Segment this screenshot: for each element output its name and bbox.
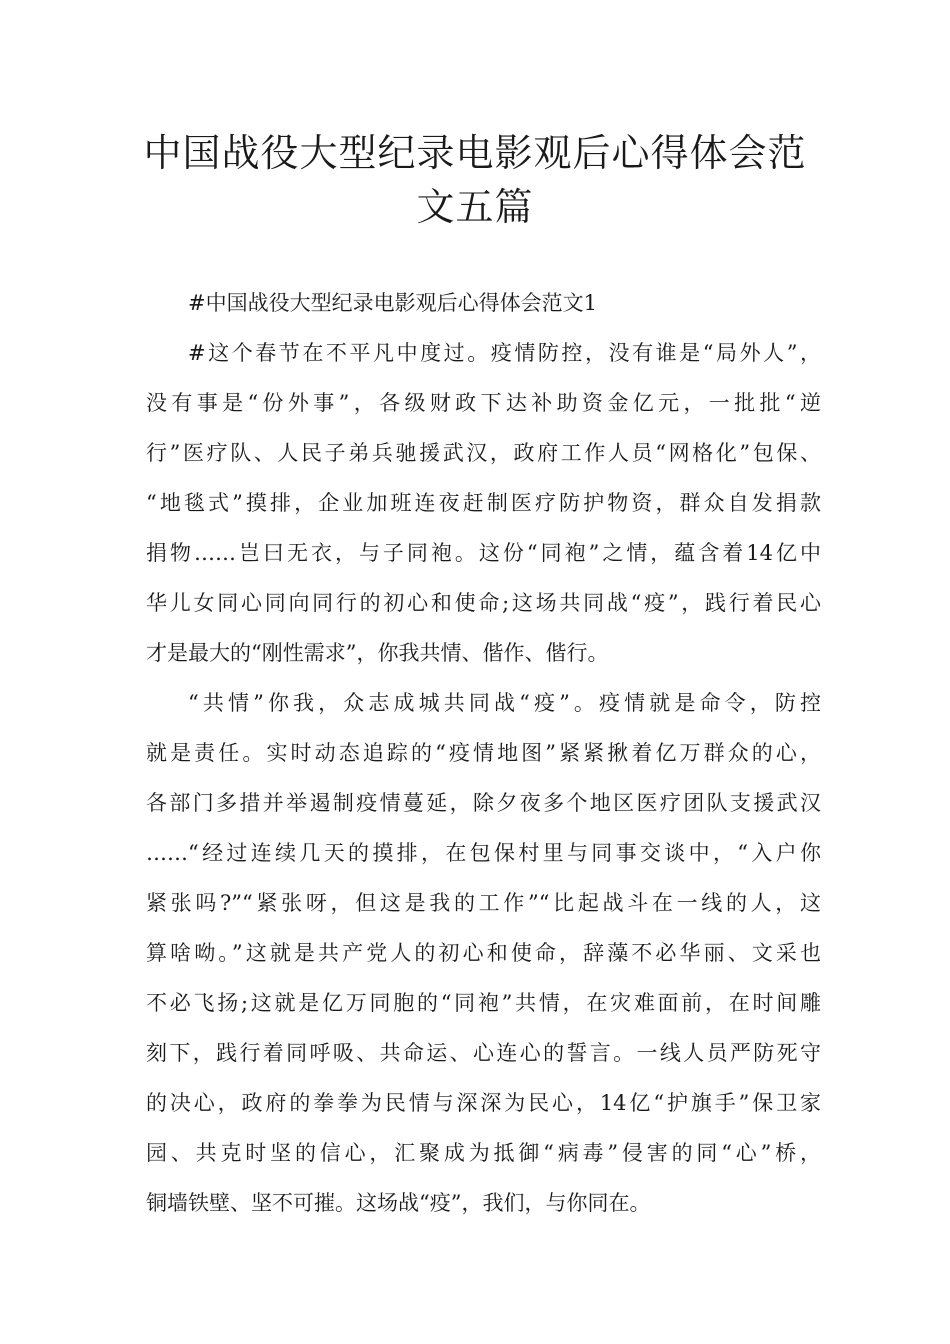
paragraph-line: 捐物……岂曰无衣，与子同袍。这份“同袍”之情，蕴含着14亿中 xyxy=(146,541,821,565)
paragraph-line: 才是最大的“刚性需求”，你我共情、偕作、偕行。 xyxy=(146,641,609,665)
paragraph-line: 华儿女同心同向同行的初心和使命;这场共同战“疫”，践行着民心 xyxy=(146,591,821,615)
paragraph-line: 紧张吗?”“紧张呀，但这是我的工作”“比起战斗在一线的人，这 xyxy=(146,891,821,915)
paragraph-line: 园、共克时坚的信心，汇聚成为抵御“病毒”侵害的同“心”桥， xyxy=(146,1141,821,1165)
title-line-1: 中国战役大型纪录电影观后心得体会范 xyxy=(143,131,807,175)
paragraph-line: 行”医疗队、人民子弟兵驰援武汉，政府工作人员“网格化”包保、 xyxy=(146,441,821,465)
paragraph-line: 各部门多措并举遏制疫情蔓延，除夕夜多个地区医疗团队支援武汉 xyxy=(146,791,821,815)
paragraph-line: “地毯式”摸排，企业加班连夜赶制医疗防护物资，群众自发捐款 xyxy=(146,491,821,515)
paragraph-line: ……“经过连续几天的摸排，在包保村里与同事交谈中，“入户你 xyxy=(146,841,821,865)
paragraph-line: 没有事是“份外事”，各级财政下达补助资金亿元，一批批“逆 xyxy=(146,391,821,415)
title-line-2: 文五篇 xyxy=(416,185,534,229)
paragraph-line: 铜墙铁壁、坚不可摧。这场战“疫”，我们，与你同在。 xyxy=(146,1191,651,1215)
paragraph-line: “共情”你我，众志成城共同战“疫”。疫情就是命令，防控 xyxy=(188,691,821,715)
paragraph-2 xyxy=(146,678,821,1228)
paragraph-line: 不必飞扬;这就是亿万同胞的“同袍”共情，在灾难面前，在时间雕 xyxy=(146,991,821,1015)
paragraph-heading xyxy=(146,278,821,328)
document-title xyxy=(120,126,830,234)
paragraph-line: #中国战役大型纪录电影观后心得体会范文1 xyxy=(188,291,597,315)
paragraph-1 xyxy=(146,328,821,678)
paragraph-line: 刻下，践行着同呼吸、共命运、心连心的誓言。一线人员严防死守 xyxy=(146,1041,821,1065)
paragraph-line: #这个春节在不平凡中度过。疫情防控，没有谁是“局外人”， xyxy=(188,341,821,365)
document-body xyxy=(146,278,821,1228)
paragraph-line: 就是责任。实时动态追踪的“疫情地图”紧紧揪着亿万群众的心， xyxy=(146,741,821,765)
paragraph-line: 算啥呦。”这就是共产党人的初心和使命，辞藻不必华丽、文采也 xyxy=(146,941,821,965)
paragraph-line: 的决心，政府的拳拳为民情与深深为民心，14亿“护旗手”保卫家 xyxy=(146,1091,821,1115)
